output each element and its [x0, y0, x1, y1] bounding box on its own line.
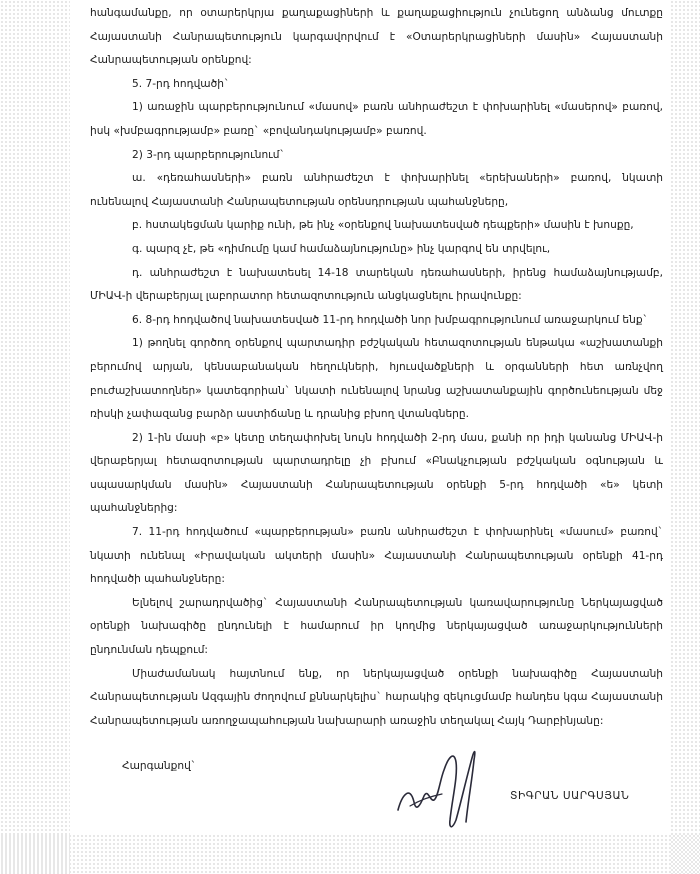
paragraph: 1) թողնել գործող օրենքով պարտադիր բժշկական հետազոտության ենթակա «աշխատանքի բերումով արյան, կենսաբանական հեղուկների, հյուսվածքների և օրգանների հետ առնչվող բուժաշխատողներ» կատեգորիան` նկատի ունենալով նրանց աշխատանքային գործունեության մեջ ռիսկի չափազանց բարձր աստիճանը և դրանից բխող վտանգները.: [90, 337, 663, 421]
paragraph: դ. անհրաժեշտ է նախատեսել 14-18 տարեկան դեռահասների, իրենց համաձայնությամբ, ՄԻԱՎ-ի վերաբերյալ լաբորատոր հետազոտություն անցկացնելու իրավունքը:: [90, 266, 663, 303]
handwritten-signature: [380, 740, 500, 840]
paragraph: 5. 7-րդ հոդվածի`: [132, 77, 230, 90]
paragraph: 2) 3-րդ պարբերությունում`: [132, 148, 285, 161]
paragraph: 7. 11-րդ հոդվածում «պարբերության» բառն անհրաժեշտ է փոխարինել «մասում» բառով` նկատի ունենալ «Իրավական ակտերի մասին» Հայաստանի Հանրապետության օրենքի 41-րդ հոդվածի պահանջները:: [90, 526, 663, 586]
paragraph: ա. «դեռահասների» բառն անհրաժեշտ է փոխարինել «երեխաների» բառով, նկատի ունենալով Հայաստանի Հանրապետության օրենսդրության պահանջները,: [90, 172, 663, 208]
paragraph: 2) 1-ին մասի «բ» կետը տեղափոխել նույն հոդվածի 2-րդ մաս, քանի որ իդի կանանց ՄԻԱՎ-ի վերաբերյալ հետազոտության պարտադրելը չի բխում «Բնակչության բժշկական օգնության և սպասարկման մասին» Հայաստանի Հանրապետության օրենքի 5-րդ հոդվածի «ե» կետի պահանջներից:: [90, 431, 663, 515]
closing-salutation: Հարգանքով`: [122, 760, 197, 772]
paragraph: գ. պարզ չէ, թե «դիմումը կամ համաձայնությունը» ինչ կարգով են տրվելու,: [132, 242, 551, 255]
paragraph: 6. 8-րդ հոդվածով նախատեսված 11-րդ հոդվածի նոր խմբագրությունում առաջարկում ենք`: [132, 313, 648, 326]
paragraph: 1) առաջին պարբերությունում «մասով» բառն անհրաժեշտ է փոխարինել «մասերով» բառով, իսկ «խմբագրությամբ» բառը` «բովանդակությամբ» բառով.: [90, 101, 663, 137]
signer-name: ՏԻԳՐԱՆ ՍԱՐԳՍՅԱՆ: [510, 790, 630, 802]
scan-noise-right: [670, 0, 700, 874]
paragraph: Ելնելով շարադրվածից` Հայաստանի Հանրապետության կառավարությունը Ներկայացված օրենքի նախագիծը ընդունելի է համարում իր կողմից ներկայացված առաջարկությունների ընդունման դեպքում:: [90, 596, 663, 657]
paragraph: բ. հստակեցման կարիք ունի, թե ինչ «օրենքով նախատեսված դեպքերի» մասին է խոսքը,: [132, 219, 634, 232]
paragraph: Միաժամանակ հայտնում ենք, որ ներկայացված օրենքի նախագիծը Հայաստանի Հանրապետության Ազգային ժողովում քննարկելիս` հարակից զեկուցմամբ հանդես կգա Հայաստանի Հանրապետության առողջապահության նախարարի առաջին տեղակալ Հայկ Դարբինյանը:: [90, 667, 663, 727]
paragraph: հանգամանքը, որ օտարերկրյա քաղաքացիների և քաղաքացիություն չունեցող անձանց մուտքը Հայաստանի Հանրապետություն կարգավորվում է «Օտարերկրացիների մասին» Հայաստանի Հանրապետության օրենքով:: [90, 7, 663, 67]
scan-noise-bottom: [0, 834, 700, 874]
letter-body: [90, 2, 663, 733]
scan-noise-left: [0, 0, 70, 874]
